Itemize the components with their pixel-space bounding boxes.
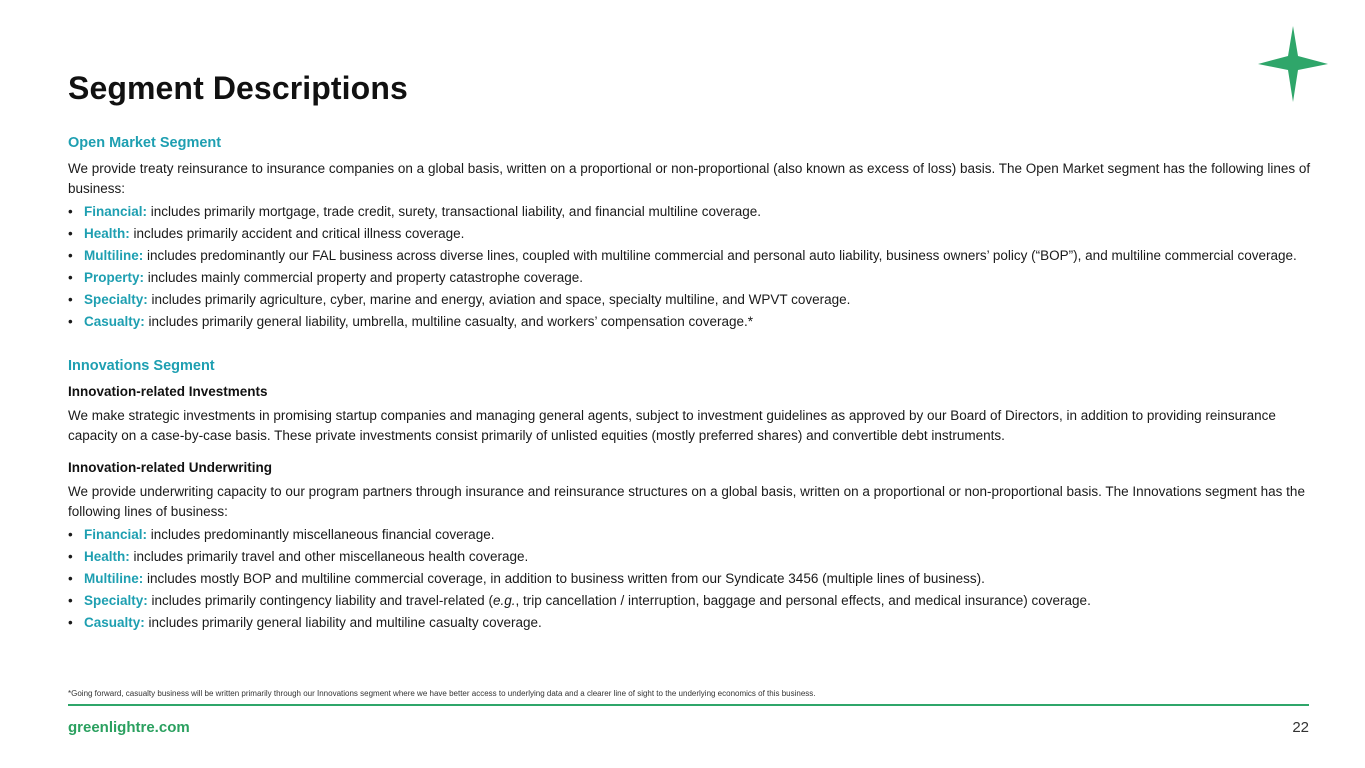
bullet-dot: • [68,204,73,219]
list-item [68,202,1318,222]
line-text: includes primarily mortgage, trade credit, surety, transactional liability, and financial multiline coverage. [147,204,762,219]
line-text: includes primarily general liability, umbrella, multiline casualty, and workers’ compensation coverage.* [144,314,754,329]
line-text: includes predominantly miscellaneous financial coverage. [147,527,495,542]
underwriting-intro: We provide underwriting capacity to our program partners through insurance and reinsurance structures on a global basis, written on a proportional or non-proportional basis. The Innovations segment has the following lines of business: [68,484,1305,519]
bullet-dot: • [68,314,73,329]
website-link[interactable]: greenlightre.com [68,719,190,736]
open-market-lines [68,202,1318,332]
line-term: Multiline: [84,248,144,263]
list-item [68,246,1318,266]
innovations-lines [68,525,1318,633]
bullet-dot: • [68,248,73,263]
line-text: includes mostly BOP and multiline commercial coverage, in addition to business written from our Syndicate 3456 (multiple lines of business). [143,571,985,586]
line-term: Health: [84,226,130,241]
bullet-dot: • [68,549,73,564]
page-number: 22 [1292,719,1309,736]
line-term: Financial: [84,527,148,542]
footer-divider [68,704,1309,706]
bullet-dot: • [68,615,73,630]
line-text: includes primarily general liability and multiline casualty coverage. [144,615,542,630]
open-market-heading: Open Market Segment [68,135,222,151]
line-term: Casualty: [84,615,145,630]
list-item [68,224,1318,244]
page-title: Segment Descriptions [68,70,408,106]
line-text: includes predominantly our FAL business across diverse lines, coupled with multiline commercial and personal auto liability, business owners’ policy (“BOP”), and multiline commercial coverage. [143,248,1297,263]
list-item [68,268,1318,288]
footnote: *Going forward, casualty business will be written primarily through our Innovations segment where we have better access to underlying data and a clearer line of sight to the underlying economics of this business. [68,689,816,698]
line-text: includes primarily accident and critical illness coverage. [129,226,465,241]
bullet-dot: • [68,292,73,307]
star-logo-icon [1258,26,1328,102]
line-text: includes mainly commercial property and property catastrophe coverage. [144,270,583,285]
line-term: Financial: [84,204,148,219]
list-item [68,290,1318,310]
bullet-dot: • [68,226,73,241]
line-term: Specialty: [84,292,148,307]
list-item [68,591,1318,611]
bullet-dot: • [68,593,73,608]
investments-text: We make strategic investments in promising startup companies and managing general agents, subject to investment guidelines as approved by our Board of Directors, in addition to providing reinsurance capacity on a case-by-case basis. These private investments consist primarily of unlisted equities (mostly preferred shares) and convertible debt instruments. [68,408,1276,443]
bullet-dot: • [68,527,73,542]
line-text: includes primarily agriculture, cyber, marine and energy, aviation and space, specialty multiline, and WPVT coverage. [147,292,851,307]
line-term: Multiline: [84,571,144,586]
underwriting-subheading: Innovation-related Underwriting [68,460,273,475]
line-term: Health: [84,549,130,564]
line-text: includes primarily contingency liability and travel-related ( [147,593,493,608]
content-body [68,133,1318,635]
investments-subheading: Innovation-related Investments [68,384,268,399]
innovations-heading: Innovations Segment [68,358,215,374]
list-item [68,312,1318,332]
line-text-italic: e.g. [492,593,516,608]
line-text: includes primarily travel and other miscellaneous health coverage. [129,549,529,564]
line-term: Casualty: [84,314,145,329]
list-item [68,547,1318,567]
bullet-dot: • [68,571,73,586]
list-item [68,525,1318,545]
line-text: , trip cancellation / interruption, baggage and personal effects, and medical insurance) coverage. [515,593,1091,608]
line-term: Specialty: [84,593,148,608]
line-term: Property: [84,270,145,285]
open-market-intro: We provide treaty reinsurance to insurance companies on a global basis, written on a proportional or non-proportional (also known as excess of loss) basis. The Open Market segment has the following lines of business: [68,161,1311,196]
bullet-dot: • [68,270,73,285]
list-item [68,569,1318,589]
list-item [68,613,1318,633]
